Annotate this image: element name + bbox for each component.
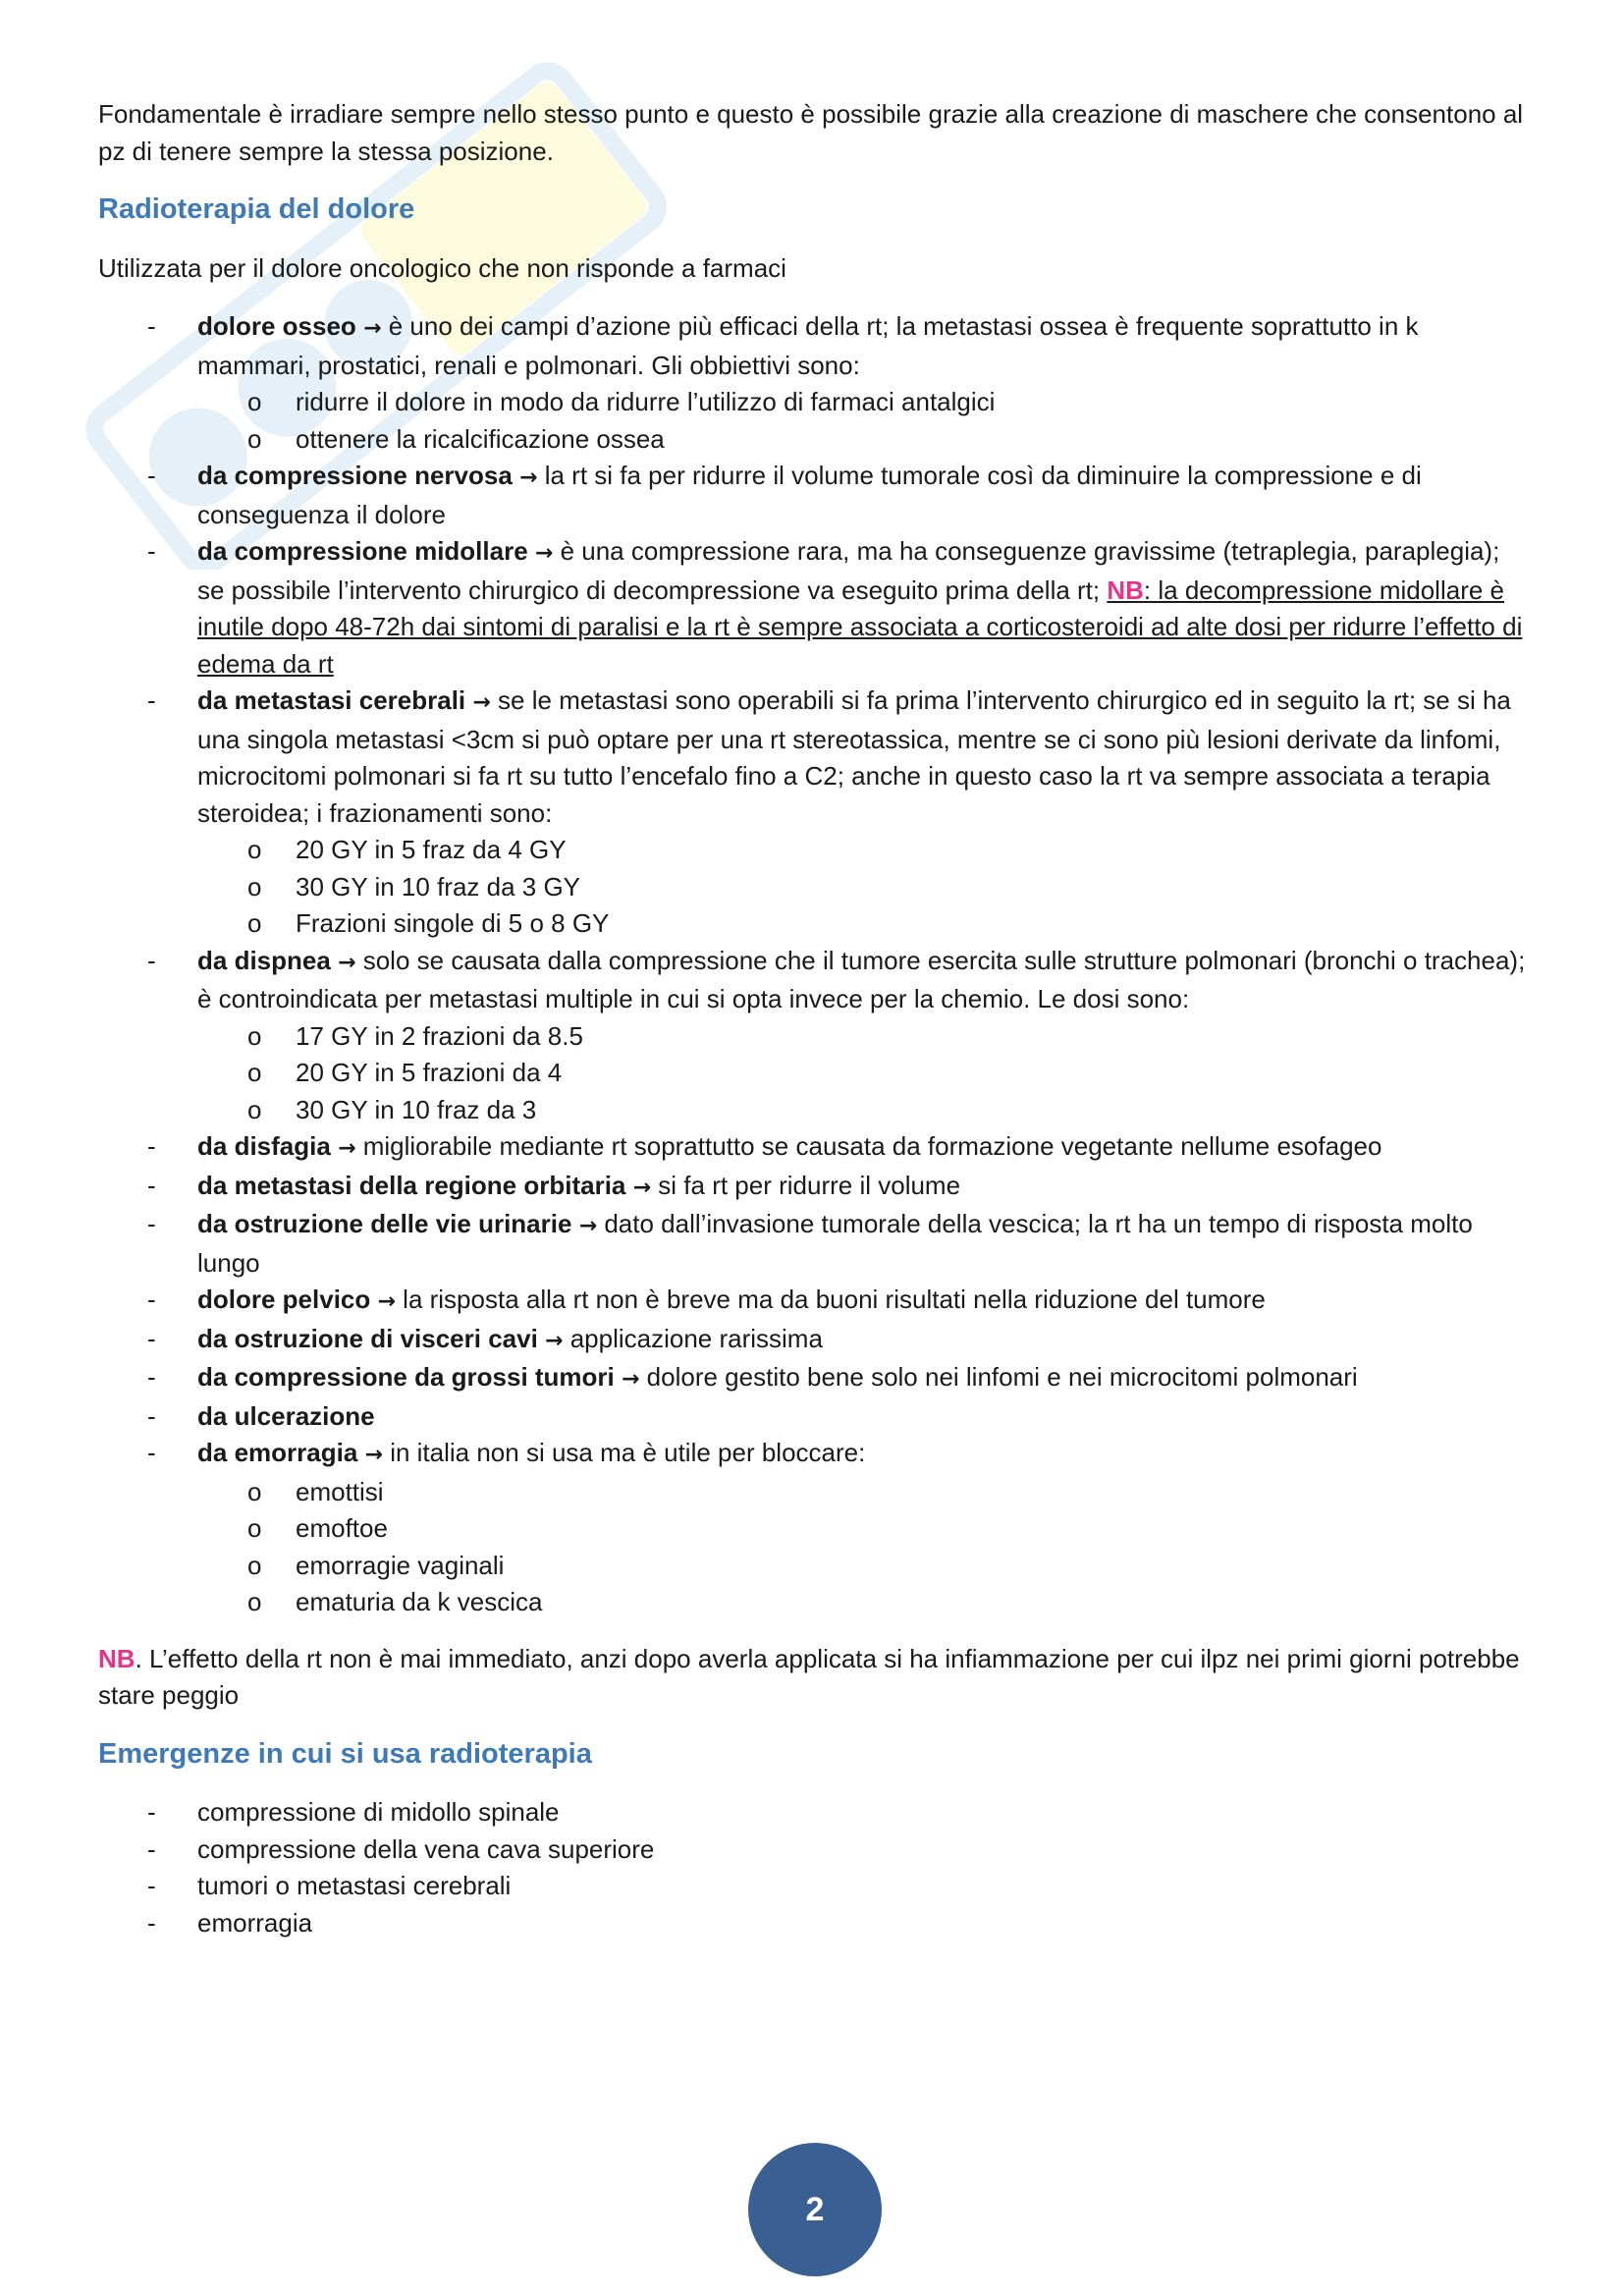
dash-bullet: - xyxy=(147,1907,156,1938)
sub-item-text: Frazioni singole di 5 o 8 GY xyxy=(296,908,610,938)
circle-bullet: o xyxy=(247,1587,262,1616)
dash-bullet: - xyxy=(147,1833,156,1864)
list-item-text: se le metastasi sono operabili si fa prima l’intervento chirurgico ed in seguito la rt; se si ha una singola metastasi <3cm si può optare per una rt stereotassica, mentre se ci sono più lesioni derivate da linfomi, microcitomi polmonari si fa rt su tutto l’encefalo fino a C2; anche in questo caso la rt va sempre associata a terapia steroidea; i frazionamenti sono: xyxy=(197,685,1511,828)
list-item-text: solo se causata dalla compressione che il tumore esercita sulle strutture polmonari (bronchi o trachea); è controindicata per metastasi multiple in cui si opta invece per la chemio. Le dosi sono: xyxy=(197,945,1526,1013)
list-item-term: dolore pelvico xyxy=(197,1285,371,1314)
dash-bullet: - xyxy=(147,1323,156,1353)
list-item-body xyxy=(197,946,1525,1014)
list-item-body xyxy=(197,1362,1358,1392)
arrow-icon: → xyxy=(338,950,356,975)
circle-bullet: o xyxy=(247,871,262,902)
list-item-body xyxy=(197,461,1422,529)
list-item-text: tumori o metastasi cerebrali xyxy=(197,1871,512,1900)
sub-list-item xyxy=(98,421,1532,459)
sub-item-text: ridurre il dolore in modo da ridurre l’utilizzo di farmaci antalgici xyxy=(296,387,996,416)
list-item xyxy=(98,1868,1532,1905)
nb-inline-label: NB xyxy=(1107,574,1144,605)
intro-paragraph: Fondamentale è irradiare sempre nello stesso punto e questo è possibile grazie alla creazione di maschere che consentono al pz di tenere sempre la stessa posizione. xyxy=(98,99,1524,166)
circle-bullet: o xyxy=(247,1058,262,1087)
dash-bullet: - xyxy=(147,1170,156,1200)
list-item-body xyxy=(197,311,1419,380)
arrow-icon: → xyxy=(578,1214,598,1238)
sub-item-text: emorragie vaginali xyxy=(296,1550,505,1580)
list-item xyxy=(98,1206,1532,1282)
list-item-body xyxy=(197,1324,823,1353)
document-page xyxy=(98,96,1532,1961)
nb-inline-text: : la decompressione midollare è inutile dopo 48-72h dai sintomi di paralisi e la rt è sempre associata a corticosteroidi ad alte dosi per ridurre l’effetto di edema da rt xyxy=(197,574,1523,679)
dash-bullet: - xyxy=(147,1400,156,1431)
sub-list xyxy=(197,1018,1532,1129)
dash-bullet: - xyxy=(147,945,156,975)
list-item-text: la risposta alla rt non è breve ma da buoni risultati nella riduzione del tumore xyxy=(395,1285,1266,1314)
arrow-icon: → xyxy=(534,541,554,566)
list-item-term: da compressione nervosa xyxy=(197,461,513,490)
sub-item-text: emottisi xyxy=(296,1476,384,1506)
sub-item-text: emoftoe xyxy=(296,1513,388,1543)
nb-text: . L’effetto della rt non è mai immediato, anzi dopo averla applicata si ha infiammazione per cui ilpz nei primi giorni potrebbe stare peggio xyxy=(98,1643,1520,1710)
list-item-text: compressione della vena cava superiore xyxy=(197,1833,655,1864)
list-item-text: applicazione rarissima xyxy=(563,1323,823,1353)
sub-list xyxy=(197,384,1532,458)
dash-bullet: - xyxy=(147,536,156,566)
page-number-badge: 2 xyxy=(748,2143,882,2276)
dash-bullet: - xyxy=(147,685,156,715)
list-item-term: da compressione da grossi tumori xyxy=(197,1362,615,1392)
dash-bullet: - xyxy=(147,311,156,341)
arrow-icon: → xyxy=(472,690,491,715)
sub-list-item xyxy=(98,1018,1532,1056)
sub-list-item xyxy=(98,1584,1532,1621)
list-item-term: da emorragia xyxy=(197,1438,358,1467)
circle-bullet: o xyxy=(247,1020,262,1051)
sub-item-text: 20 GY in 5 frazioni da 4 xyxy=(296,1058,563,1087)
list-item-term: da compressione midollare xyxy=(197,536,528,566)
list-item-text: dolore gestito bene solo nei linfomi e nei microcitomi polmonari xyxy=(639,1362,1358,1392)
sub-item-text: 20 GY in 5 fraz da 4 GY xyxy=(296,835,567,864)
section-heading-emergenze: Emergenze in cui si usa radioterapia xyxy=(98,1737,592,1770)
arrow-icon: → xyxy=(632,1175,652,1200)
dash-bullet: - xyxy=(147,1871,156,1900)
list-item-text: emorragia xyxy=(197,1907,313,1938)
arrow-icon: → xyxy=(545,1328,564,1353)
list-item-body xyxy=(197,685,1511,828)
dash-bullet: - xyxy=(147,1285,156,1314)
list-item-text: è uno dei campi d’azione più efficaci della rt; la metastasi ossea è frequente soprattutto in k mammari, prostatici, renali e polmonari. Gli obbiettivi sono: xyxy=(197,311,1419,380)
arrow-icon: → xyxy=(377,1289,396,1314)
list-item-body xyxy=(197,1438,865,1467)
circle-bullet: o xyxy=(247,423,262,454)
list-item xyxy=(98,308,1532,458)
sub-item-text: 30 GY in 10 fraz da 3 xyxy=(296,1094,537,1124)
list-item-text: dato dall’invasione tumorale della vescica; la rt ha un tempo di risposta molto lungo xyxy=(197,1209,1473,1278)
list-item xyxy=(98,458,1532,533)
list-item-text: migliorabile mediante rt soprattutto se causata da formazione vegetante nellume esofageo xyxy=(355,1131,1382,1161)
section-lead: Utilizzata per il dolore oncologico che non risponde a farmaci xyxy=(98,252,786,283)
list-item-term: da ostruzione di visceri cavi xyxy=(197,1323,538,1353)
circle-bullet: o xyxy=(247,1513,262,1543)
sub-list-item xyxy=(98,1055,1532,1092)
list-item-text: compressione di midollo spinale xyxy=(197,1797,560,1827)
circle-bullet: o xyxy=(247,1476,262,1506)
section-heading-radioterapia-dolore: Radioterapia del dolore xyxy=(98,193,415,225)
list-item xyxy=(98,1794,1532,1831)
list-item-term: da disfagia xyxy=(197,1131,331,1161)
list-item-term: dolore osseo xyxy=(197,311,356,341)
list-item-body xyxy=(197,1171,960,1200)
list-item xyxy=(98,1321,1532,1360)
sub-list-item xyxy=(98,905,1532,943)
arrow-icon: → xyxy=(622,1367,640,1392)
list-item xyxy=(98,1282,1532,1321)
list-item-body xyxy=(197,1209,1473,1278)
list-item xyxy=(98,1359,1532,1398)
list-item-term: da ostruzione delle vie urinarie xyxy=(197,1209,572,1238)
circle-bullet: o xyxy=(247,387,262,416)
list-item xyxy=(98,943,1532,1129)
sub-list xyxy=(197,832,1532,943)
arrow-icon: → xyxy=(363,316,382,341)
dash-bullet: - xyxy=(147,461,156,490)
list-item-body xyxy=(197,536,1522,679)
list-item xyxy=(98,683,1532,943)
arrow-icon: → xyxy=(338,1136,356,1161)
sub-item-text: 30 GY in 10 fraz da 3 GY xyxy=(296,871,581,902)
list-item-text: la rt si fa per ridurre il volume tumorale così da diminuire la compressione e di conseguenza il dolore xyxy=(197,461,1422,529)
arrow-icon: → xyxy=(364,1443,383,1467)
circle-bullet: o xyxy=(247,835,262,864)
sub-list-item xyxy=(98,1548,1532,1585)
dash-bullet: - xyxy=(147,1131,156,1161)
sub-item-text: ematuria da k vescica xyxy=(296,1587,543,1616)
list-item-term: da ulcerazione xyxy=(197,1400,375,1431)
nb-note xyxy=(98,1641,1532,1715)
circle-bullet: o xyxy=(247,1550,262,1580)
sub-list-item xyxy=(98,1092,1532,1129)
list-item xyxy=(98,533,1532,683)
arrow-icon: → xyxy=(519,465,538,490)
pain-list xyxy=(98,308,1532,1621)
nb-label: NB xyxy=(98,1643,135,1673)
list-item xyxy=(98,1398,1532,1436)
dash-bullet: - xyxy=(147,1797,156,1827)
list-item-term: da metastasi cerebrali xyxy=(197,685,466,715)
sub-list-item xyxy=(98,1510,1532,1548)
list-item-term: da dispnea xyxy=(197,945,331,975)
dash-bullet: - xyxy=(147,1362,156,1392)
sub-list-item xyxy=(98,869,1532,906)
circle-bullet: o xyxy=(247,1094,262,1124)
list-item xyxy=(98,1168,1532,1207)
list-item xyxy=(98,1435,1532,1621)
sub-list-item xyxy=(98,832,1532,869)
list-item-body xyxy=(197,1131,1381,1161)
sub-list xyxy=(197,1474,1532,1621)
sub-list-item xyxy=(98,1474,1532,1511)
list-item xyxy=(98,1128,1532,1168)
sub-item-text: 17 GY in 2 frazioni da 8.5 xyxy=(296,1020,583,1051)
dash-bullet: - xyxy=(147,1209,156,1238)
emergency-list xyxy=(98,1794,1532,1941)
list-item-text: si fa rt per ridurre il volume xyxy=(651,1170,961,1200)
list-item-body xyxy=(197,1401,375,1431)
list-item xyxy=(98,1831,1532,1869)
list-item-body xyxy=(197,1285,1266,1314)
list-item-text: è una compressione rara, ma ha conseguenze gravissime (tetraplegia, paraplegia); se possibile l’intervento chirurgico di decompressione va eseguito prima della rt; xyxy=(197,536,1500,605)
circle-bullet: o xyxy=(247,908,262,938)
list-item-text: in italia non si usa ma è utile per bloccare: xyxy=(382,1438,866,1467)
sub-item-text: ottenere la ricalcificazione ossea xyxy=(296,423,665,454)
list-item xyxy=(98,1905,1532,1942)
sub-list-item xyxy=(98,384,1532,421)
dash-bullet: - xyxy=(147,1438,156,1467)
list-item-term: da metastasi della regione orbitaria xyxy=(197,1170,626,1200)
